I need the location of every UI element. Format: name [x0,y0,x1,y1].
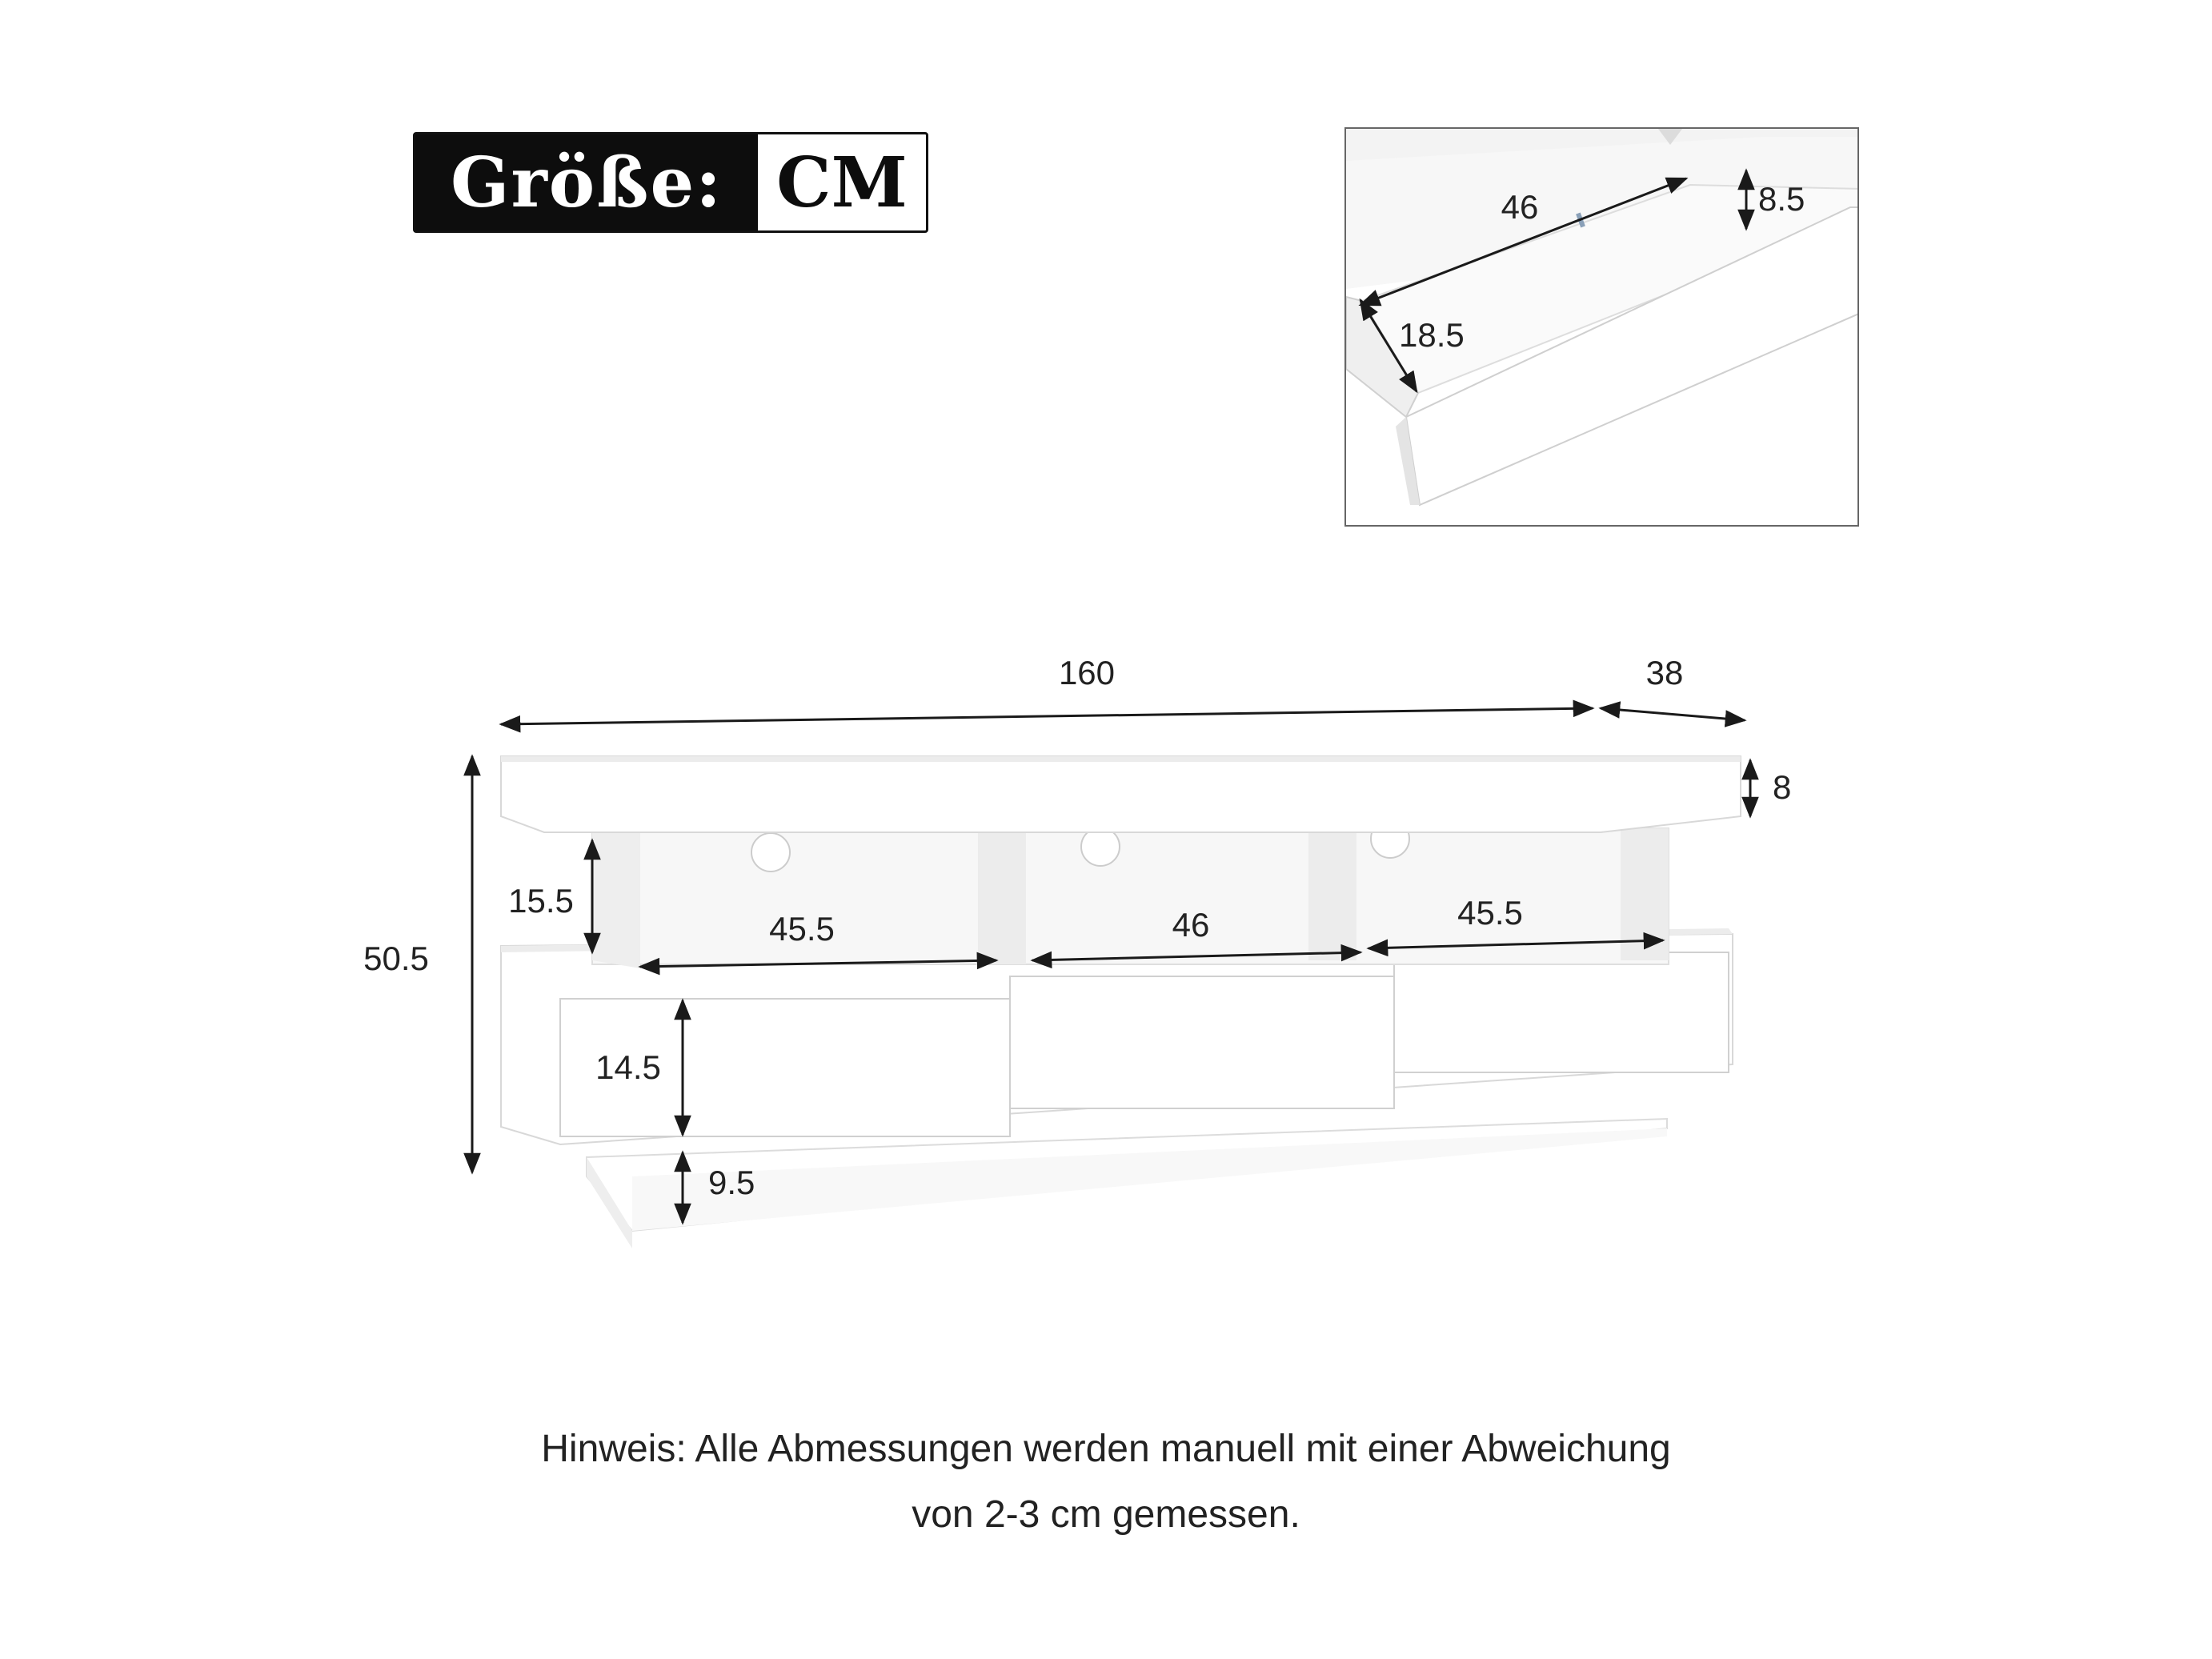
total-width-arrow [501,708,1593,724]
measurement-note-line1: Hinweis: Alle Abmessungen werden manuell mit einer Abweichung [541,1428,1671,1470]
top-thickness-label: 8 [1773,768,1792,806]
drawer-depth-label: 18.5 [1399,316,1465,354]
shelf-left-panel [592,832,640,968]
unit-label-text: CM [776,142,908,223]
shelf-middle-width-label: 46 [1172,906,1210,944]
depth-label: 38 [1645,654,1684,691]
top-board-edge [501,756,1741,762]
measurement-note [306,1417,1906,1548]
shelf-left-width-label: 45.5 [769,910,835,948]
base-height-label: 9.5 [708,1164,755,1201]
size-label-text: Größe: [415,134,758,230]
cable-hole-middle [1081,827,1120,866]
measurement-note-line2: von 2-3 cm gemessen. [912,1493,1300,1536]
drawer-width-label: 46 [1501,188,1539,226]
depth-arrow [1601,708,1745,720]
total-height-label: 50.5 [363,940,429,977]
drawer-front-middle [1010,976,1394,1108]
drawer-height-label: 8.5 [1758,180,1805,218]
shelf-right-width-label: 45.5 [1457,894,1523,932]
drawer-height-label: 14.5 [595,1048,661,1086]
shelf-divider-right [1308,828,1356,960]
top-board [501,756,1741,832]
shelf-divider-left [978,832,1026,964]
cable-hole-left [751,833,790,872]
total-width-label: 160 [1058,654,1116,691]
shelf-height-label: 15.5 [508,882,574,920]
drawer-front-right [1394,952,1729,1072]
